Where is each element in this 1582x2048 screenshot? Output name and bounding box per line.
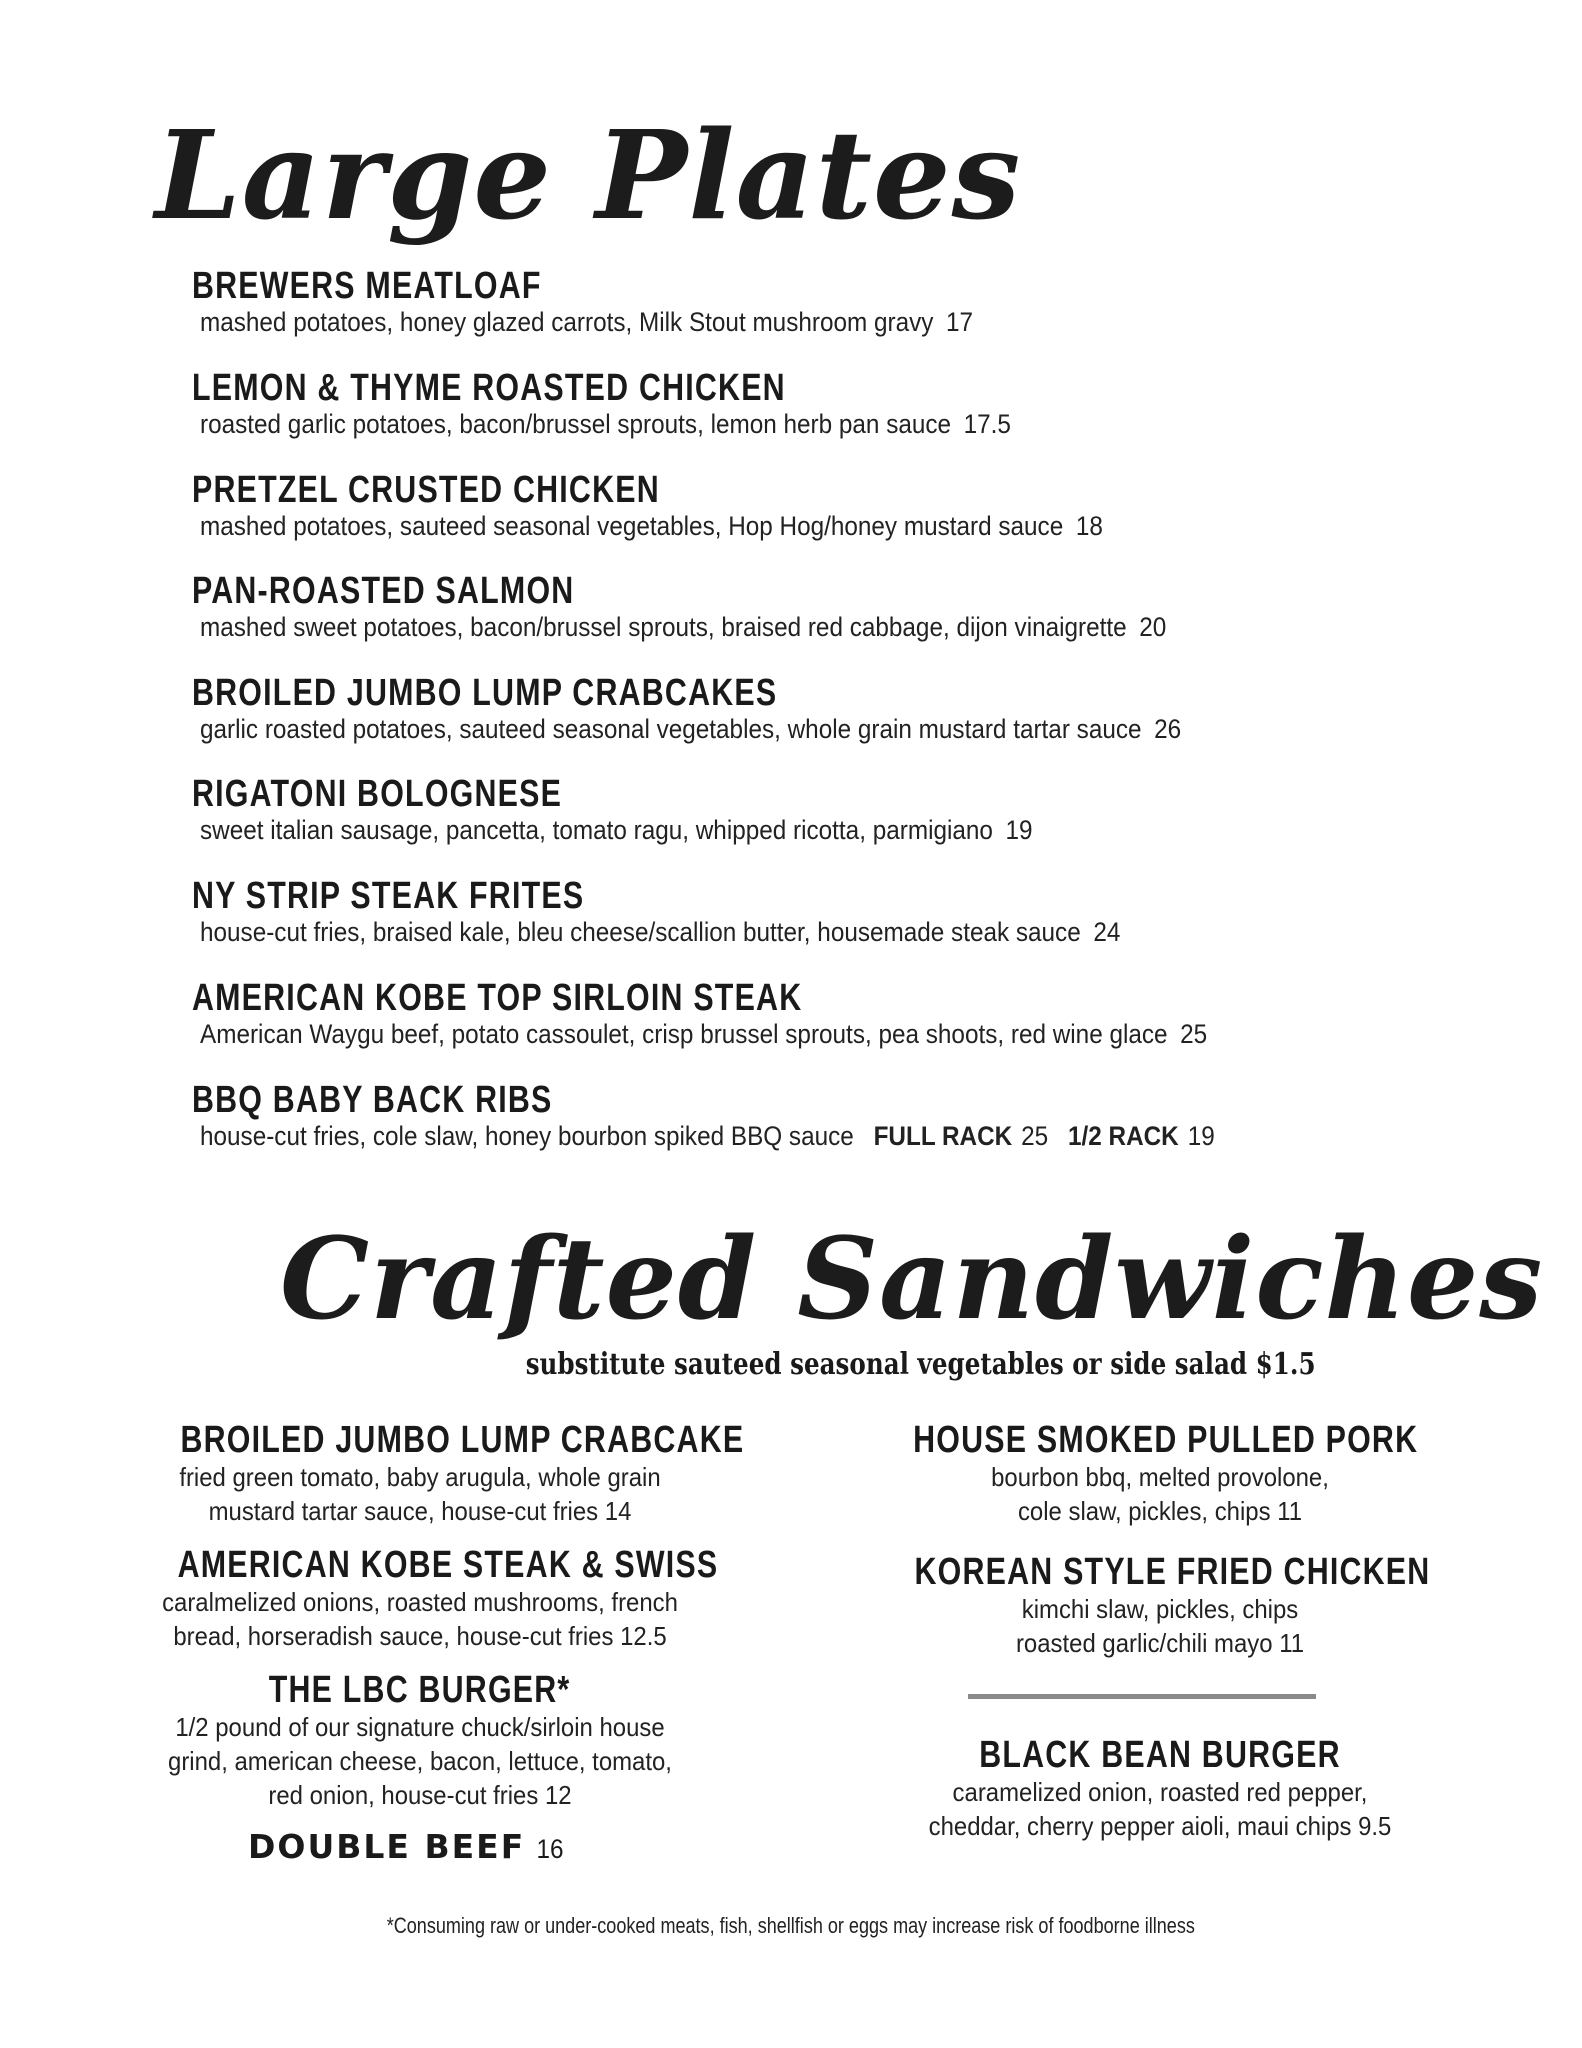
menu-item — [192, 673, 1392, 745]
menu-item — [192, 571, 1392, 643]
item-description: house-cut fries, braised kale, bleu cheese/scallion butter, housemade steak sauce 24 — [200, 917, 1121, 947]
sandwich-item — [110, 1545, 730, 1653]
item-name: LEMON & THYME ROASTED CHICKEN — [192, 367, 786, 409]
item-price: 18 — [1075, 511, 1103, 541]
item-price: 17 — [946, 307, 974, 337]
item-description: garlic roasted potatoes, sauteed seasonal vegetables, whole grain mustard tartar sauce 26 — [200, 714, 1182, 744]
sandwich-item — [110, 1419, 745, 1528]
item-price: 19 — [1005, 815, 1033, 845]
sandwich-item — [850, 1552, 1470, 1660]
sandwich-description: 1/2 pound of our signature chuck/sirloin house — [175, 1712, 665, 1742]
sandwich-name: AMERICAN KOBE STEAK & SWISS — [177, 1544, 719, 1586]
item-price: 17.5 — [963, 409, 1011, 439]
menu-item — [192, 774, 1392, 846]
double-beef-label: DOUBLE BEEF — [248, 1827, 526, 1866]
item-name: AMERICAN KOBE TOP SIRLOIN STEAK — [192, 977, 803, 1019]
sandwich-description: bread, horseradish sauce, house-cut fries 12.5 — [173, 1621, 667, 1651]
sandwiches-subtitle: substitute sauteed seasonal vegetables or side salad $1.5 — [526, 1347, 1316, 1382]
menu-item — [192, 470, 1392, 542]
item-name: PRETZEL CRUSTED CHICKEN — [192, 469, 660, 511]
sandwich-name: KOREAN STYLE FRIED CHICKEN — [914, 1551, 1431, 1593]
menu-item — [192, 978, 1392, 1050]
item-description: roasted garlic potatoes, bacon/brussel sprouts, lemon herb pan sauce 17.5 — [200, 409, 1011, 439]
item-price: 25 — [1180, 1019, 1208, 1049]
sandwich-item — [850, 1420, 1470, 1528]
item-description: mashed potatoes, honey glazed carrots, Milk Stout mushroom gravy 17 — [200, 307, 974, 337]
full-rack-price: 25 — [1021, 1121, 1049, 1151]
sandwich-description: roasted garlic/chili mayo 11 — [1015, 1628, 1305, 1658]
item-description: sweet italian sausage, pancetta, tomato ragu, whipped ricotta, parmigiano 19 — [200, 815, 1033, 845]
menu-item — [192, 1080, 1392, 1152]
section-divider — [968, 1694, 1316, 1699]
sandwich-description: kimchi slaw, pickles, chips — [1021, 1594, 1299, 1624]
sandwich-description: cheddar, cherry pepper aioli, maui chips 9.5 — [928, 1811, 1392, 1841]
sandwich-name: THE LBC BURGER* — [269, 1669, 571, 1711]
sandwich-description: caralmelized onions, roasted mushrooms, french — [162, 1587, 678, 1617]
item-name: RIGATONI BOLOGNESE — [192, 773, 563, 815]
half-rack-label: 1/2 RACK — [1068, 1121, 1179, 1151]
sandwich-name: BLACK BEAN BURGER — [979, 1734, 1341, 1776]
large-plates-title: Large Plates — [155, 103, 1022, 247]
item-price: 20 — [1139, 612, 1167, 642]
item-name: PAN-ROASTED SALMON — [192, 570, 575, 612]
double-beef-option — [248, 1827, 565, 1869]
crafted-sandwiches-title: Crafted Sandwiches — [280, 1214, 1544, 1345]
item-description: American Waygu beef, potato cassoulet, crisp brussel sprouts, pea shoots, red wine glace 25 — [200, 1019, 1208, 1049]
item-description: mashed potatoes, sauteed seasonal vegetables, Hop Hog/honey mustard sauce 18 — [200, 511, 1103, 541]
food-safety-disclaimer: *Consuming raw or under-cooked meats, fish, shellfish or eggs may increase risk of foodborne illness — [386, 1913, 1196, 1938]
half-rack-price: 19 — [1187, 1121, 1215, 1151]
item-price: 26 — [1154, 714, 1182, 744]
menu-item — [192, 368, 1392, 440]
sandwich-description: mustard tartar sauce, house-cut fries 14 — [208, 1496, 632, 1526]
sandwich-item — [850, 1735, 1470, 1843]
item-name: BBQ BABY BACK RIBS — [192, 1079, 553, 1121]
sandwich-name: HOUSE SMOKED PULLED PORK — [913, 1419, 1419, 1461]
sandwich-description: cole slaw, pickles, chips 11 — [1017, 1496, 1303, 1526]
sandwich-description: red onion, house-cut fries 12 — [268, 1780, 572, 1810]
sandwich-item — [110, 1670, 730, 1812]
item-description: house-cut fries, cole slaw, honey bourbon spiked BBQ sauce FULL RACK 25 1/2 RACK 19 — [200, 1121, 1215, 1151]
full-rack-label: FULL RACK — [873, 1121, 1013, 1151]
sandwich-description: fried green tomato, baby arugula, whole grain — [179, 1462, 661, 1492]
sandwich-name: BROILED JUMBO LUMP CRABCAKE — [180, 1419, 745, 1461]
item-description: mashed sweet potatoes, bacon/brussel sprouts, braised red cabbage, dijon vinaigrette 20 — [200, 612, 1167, 642]
item-name: NY STRIP STEAK FRITES — [192, 875, 585, 917]
sandwich-description: bourbon bbq, melted provolone, — [991, 1462, 1329, 1492]
double-beef-price: 16 — [536, 1834, 564, 1864]
sandwich-description: caramelized onion, roasted red pepper, — [952, 1777, 1368, 1807]
sandwich-description: grind, american cheese, bacon, lettuce, tomato, — [168, 1746, 672, 1776]
item-name: BREWERS MEATLOAF — [192, 265, 542, 307]
item-price: 24 — [1093, 917, 1121, 947]
menu-item — [192, 876, 1392, 948]
menu-item — [192, 266, 1392, 338]
item-name: BROILED JUMBO LUMP CRABCAKES — [192, 672, 778, 714]
